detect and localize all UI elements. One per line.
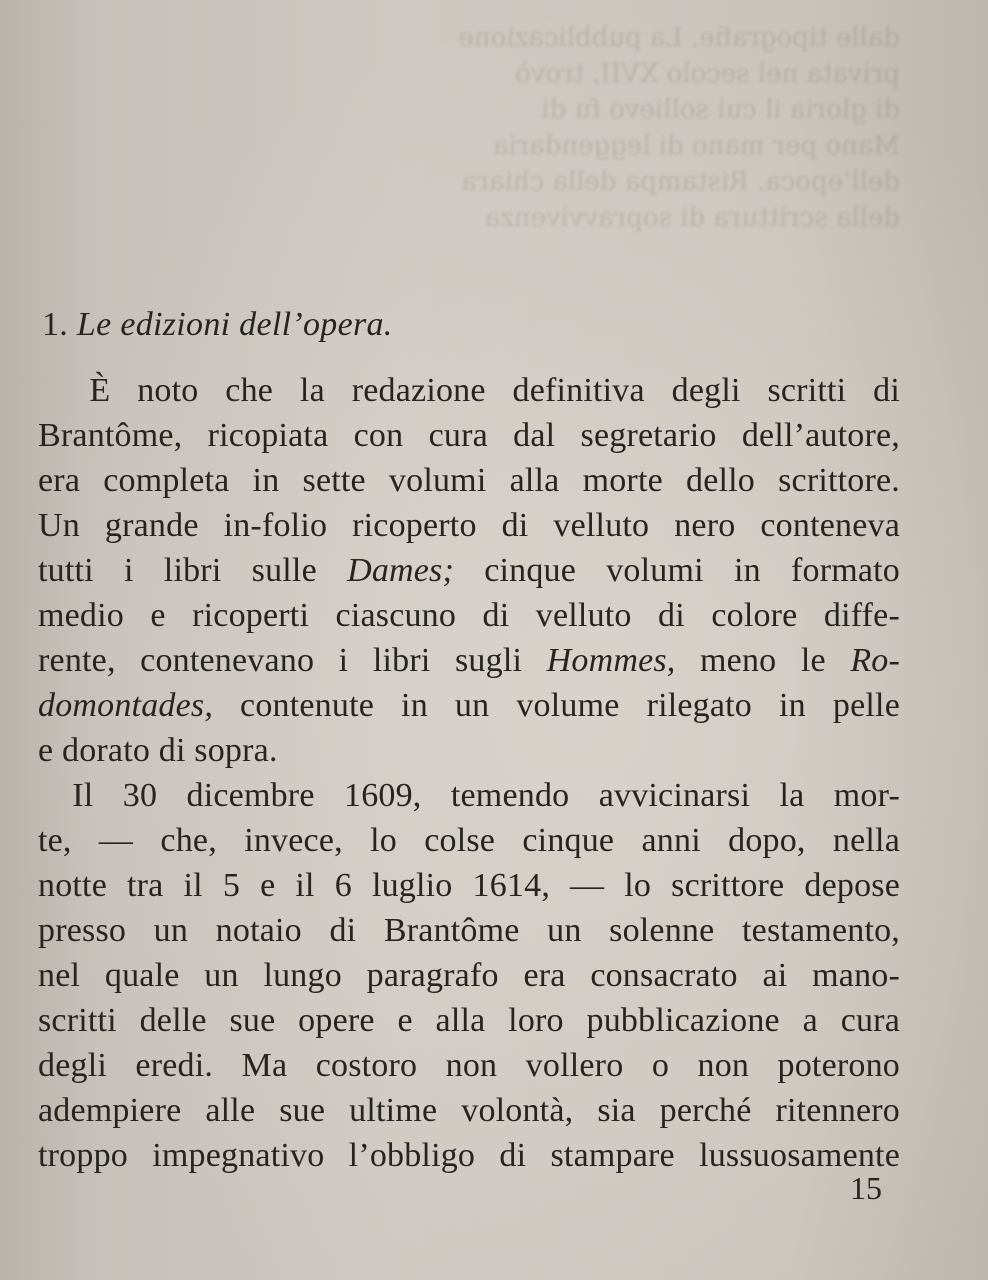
text-line: notte tra il 5 e il 6 luglio 1614, — lo scrittore depose [38, 867, 900, 904]
section-number: 1. [42, 306, 69, 343]
text-line: rente, contenevano i libri sugli Hommes, meno le Ro- [38, 642, 901, 679]
text-line: scritti delle sue opere e alla loro pubblicazione a cura [38, 1002, 900, 1039]
section-title: Le edizioni dell’opera. [76, 306, 393, 343]
text-line: Il 30 dicembre 1609, temendo avvicinarsi la mor- [38, 777, 900, 814]
italic-term: domontades, [38, 687, 214, 724]
italic-term: Hommes, [546, 642, 676, 679]
text-line: Un grande in-folio ricoperto di velluto nero conteneva [38, 507, 900, 544]
text-line: domontades, contenute in un volume rilegato in pelle [38, 687, 900, 724]
paragraph-1 [38, 368, 900, 773]
text-line: È noto che la redazione definitiva degli scritti di [38, 372, 900, 409]
text-line: medio e ricoperti ciascuno di velluto di colore diffe- [38, 597, 900, 634]
page-number: 15 [850, 1170, 882, 1206]
text-line: Brantôme, ricopiata con cura dal segretario dell’autore, [38, 417, 900, 454]
italic-term: Dames; [347, 552, 455, 589]
text-line: e dorato di sopra. [38, 732, 278, 769]
text-line: degli eredi. Ma costoro non vollero o non poterono [38, 1047, 900, 1084]
text-line: tutti i libri sulle Dames; cinque volumi in formato [38, 552, 901, 589]
text-line: te, — che, invece, lo colse cinque anni dopo, nella [38, 822, 900, 859]
text-line: adempiere alle sue ultime volontà, sia perché ritennero [38, 1092, 900, 1129]
paragraph-2 [38, 773, 900, 1178]
text-line: nel quale un lungo paragrafo era consacrato ai mano- [38, 957, 900, 994]
show-through-text: dalle tipografie. La pubblicazione privata nel secolo XVII, trovò di gloria il cui sollievo fu di Mano per mano di leggendaria dell’epoca. Ristampa della chiara della scrittura di sopravvivenza [458, 23, 900, 233]
body-text [38, 368, 900, 1178]
text-line: presso un notaio di Brantôme un solenne testamento, [38, 912, 900, 949]
italic-term: Ro- [850, 642, 901, 679]
text-line: troppo impegnativo l’obbligo di stampare lussuosamente [38, 1137, 900, 1174]
text-line: era completa in sette volumi alla morte dello scrittore. [38, 462, 900, 499]
section-heading [42, 304, 393, 346]
